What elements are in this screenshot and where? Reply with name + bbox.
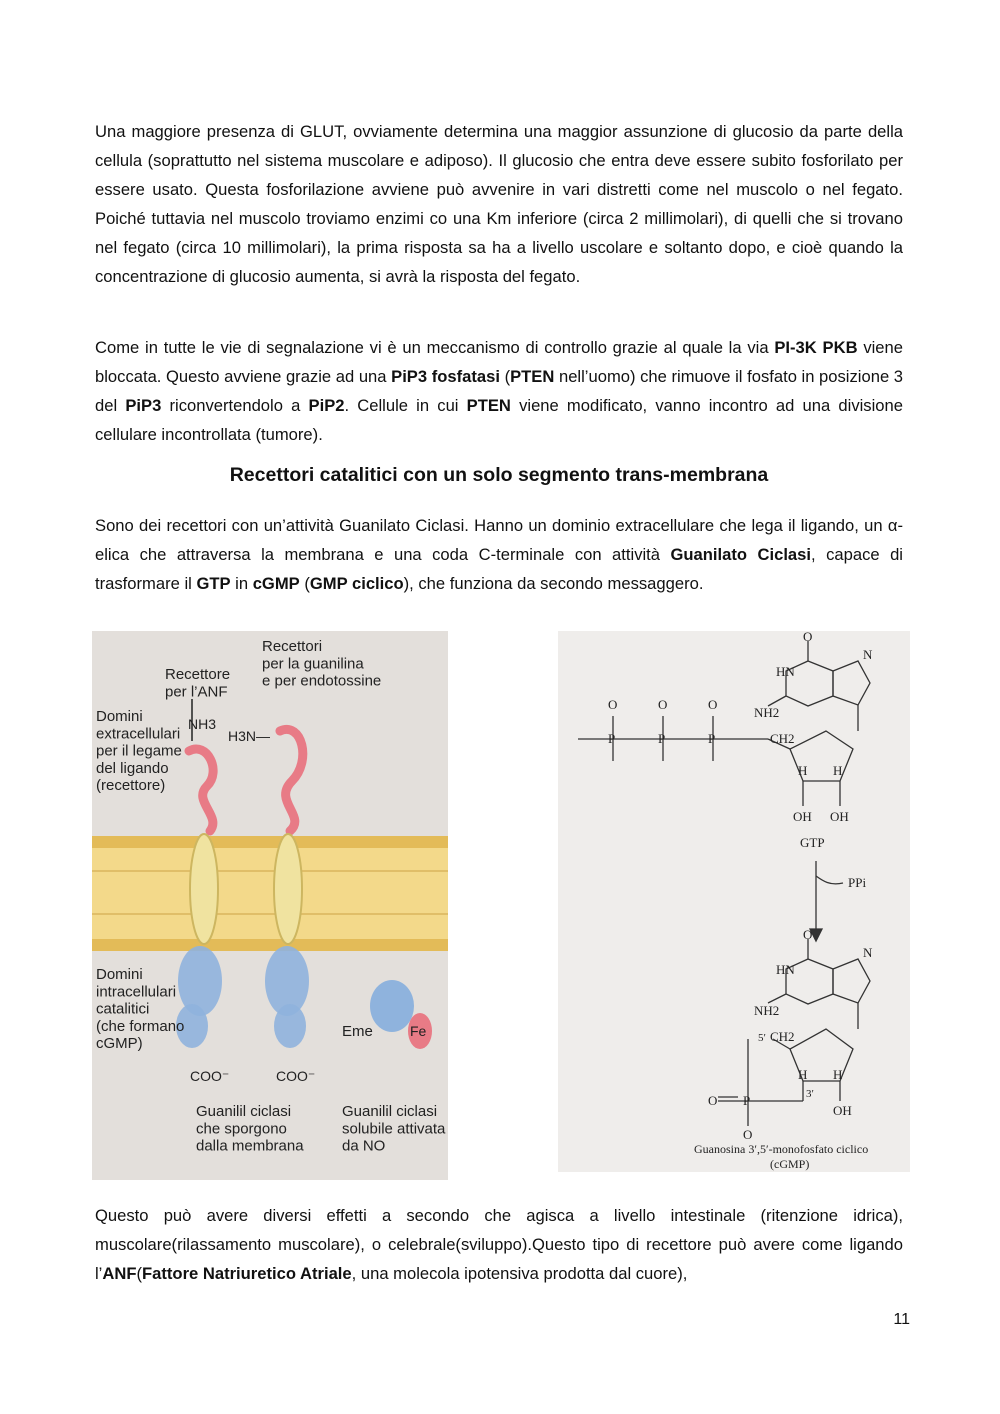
receptor-membrane-figure [92,631,448,1180]
svg-text:O: O [708,697,718,712]
paragraph-guanylate-cyclase: Sono dei recettori con un’attività Guanilato Ciclasi. Hanno un dominio extracellulare che lega il ligando, un α-elica che attraversa la membrana e una coda C-terminale con attività Guanilato Ciclasi, capace di trasformare il GTP in cGMP (GMP ciclico), che funziona da secondo messaggero. [95,516,903,593]
label-soluble-guanylyl-cyclase: Guanilil ciclasi solubile attivata da NO [342,1103,446,1155]
svg-text:P: P [608,731,616,746]
svg-text:O: O [608,697,618,712]
label-receptor-anf: Recettore per l’ANF [165,666,231,701]
svg-text:CH2: CH2 [770,1029,795,1044]
svg-text:H: H [833,763,843,778]
gtp-cgmp-figure [558,631,910,1172]
page-number: 11 [893,1311,910,1328]
svg-text:NH2: NH2 [754,1003,780,1018]
label-nh3: NH3 [188,716,217,732]
svg-text:P: P [743,1093,751,1108]
svg-text:OH: OH [830,809,849,824]
svg-text:H: H [798,763,808,778]
svg-text:N: N [863,945,873,960]
svg-text:O: O [803,631,813,644]
paragraph-anf: Questo può avere diversi effetti a secondo che agisca a livello intestinale (ritenzione idrica), muscolare(rilassamento muscolare), o celebrale(sviluppo).Questo tipo di recettore può avere come ligando l’ANF(Fattore Natriuretico Atriale, una molecola ipotensiva prodotta dal cuore), [95,1206,903,1283]
label-coo-1: COO⁻ [190,1068,230,1084]
label-cgmp-abbr: (cGMP) [770,1157,810,1171]
svg-text:O: O [743,1127,753,1142]
label-cgmp-name: Guanosina 3′,5′-monofosfato ciclico [694,1142,869,1156]
label-fe: Fe [410,1023,427,1039]
paragraph-pten: Come in tutte le vie di segnalazione vi è un meccanismo di controllo grazie al quale la via PI-3K PKB viene bloccata. Questo avviene grazie ad una PiP3 fosfatasi (PTEN nell’uomo) che rimuove il fosfato in posizione 3 del PiP3 riconvertendolo a PiP2. Cellule in cui PTEN viene modificato, vanno incontro ad una divisione cellulare incontrollata (tumore). [95,338,904,444]
svg-text:HN: HN [776,962,795,977]
label-receptor-guanylin: Recettori per la guanilina e per endotossine [262,638,382,690]
svg-text:5′: 5′ [758,1032,766,1044]
svg-text:CH2: CH2 [770,731,795,746]
svg-text:OH: OH [833,1103,852,1118]
svg-text:3′: 3′ [806,1088,814,1100]
svg-text:H: H [833,1067,843,1082]
svg-text:O: O [803,927,813,942]
svg-text:P: P [708,731,716,746]
svg-text:P: P [658,731,666,746]
label-h3n: H3N— [228,728,271,744]
svg-text:NH2: NH2 [754,705,780,720]
svg-text:O: O [658,697,668,712]
label-intracellular-domains: Domini intracellulari catalitici (che formano cGMP) [96,966,185,1052]
label-coo-2: COO⁻ [276,1068,316,1084]
label-eme: Eme [342,1023,373,1040]
paragraph-glut: Una maggiore presenza di GLUT, ovviamente determina una maggior assunzione di glucosio da parte della cellula (soprattutto nel sistema muscolare e adiposo). Il glucosio che entra deve essere subito fosforilato per essere usato. Questa fosforilazione avviene può avvenire in vari distretti come nel muscolo o nel fegato. Poiché tuttavia nel muscolo troviamo enzimi co una Km inferiore (circa 2 millimolari), di quelli che si trovano nel fegato (circa 10 millimolari), la prima risposta sa ha a livello uscolare e soltanto dopo, e cioè quando la concentrazione di glucosio aumenta, si avrà la risposta del fegato. [95,122,903,286]
svg-text:H: H [798,1067,808,1082]
label-gtp: GTP [800,835,825,850]
svg-text:O: O [708,1093,718,1108]
svg-text:OH: OH [793,809,812,824]
label-ppi: PPi [848,875,867,890]
label-membrane-guanylyl-cyclase: Guanilil ciclasi che sporgono dalla membrana [196,1103,304,1155]
svg-text:N: N [863,647,873,662]
svg-text:HN: HN [776,664,795,679]
label-extracellular-domains: Domini extracellulari per il legame del ligando (recettore) [96,708,182,794]
section-heading: Recettori catalitici con un solo segmento trans-membrana [229,464,769,486]
